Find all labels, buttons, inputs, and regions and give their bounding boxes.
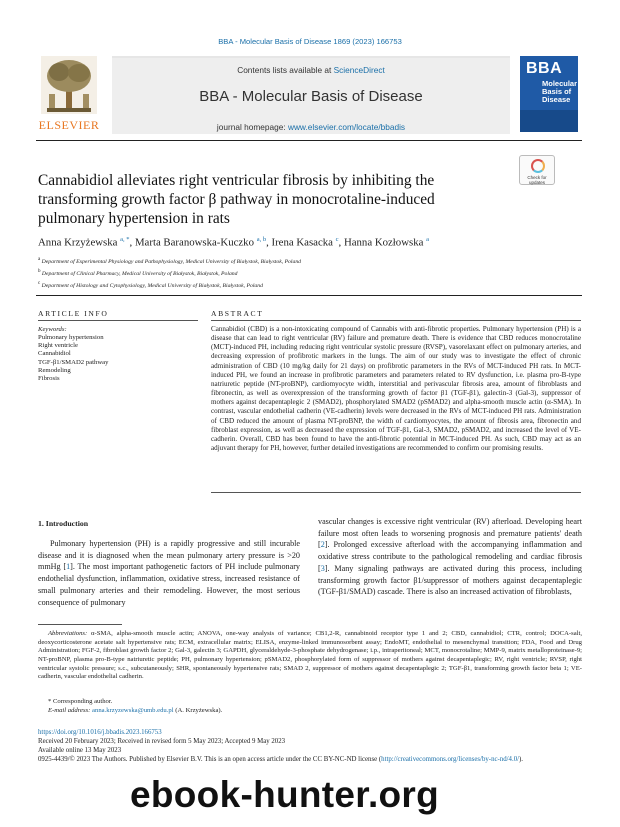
corresponding-author-note: * Corresponding author. <box>48 698 113 705</box>
journal-header-box <box>112 56 510 134</box>
check-updates-line-2: updates <box>528 180 545 185</box>
abbreviations-footnote <box>38 630 582 682</box>
homepage-line <box>112 122 510 132</box>
elsevier-logo[interactable] <box>36 56 102 134</box>
article-title: Cannabidiol alleviates right ventricular fibrosis by inhibiting the transforming growth factor β pathway in monocrotaline-induced pulmonary hypertension in rats <box>38 172 435 227</box>
journal-reference[interactable]: BBA - Molecular Basis of Disease 1869 (2023) 166753 <box>218 37 402 46</box>
abstract-header: ABSTRACT <box>211 309 264 318</box>
cover-subtitle-3: Disease <box>542 95 571 104</box>
affiliation-item <box>38 267 301 279</box>
contents-prefix: Contents lists available at <box>237 65 334 75</box>
header-rule <box>36 140 582 141</box>
watermark: ebook-hunter.org <box>130 774 440 815</box>
intro-text: ]. Prolonged excessive afterload with the accompanying inflammation and oxidative stress contribute to the pathological remodeling and cardiac fibrosis [ <box>318 540 582 573</box>
contents-line <box>112 65 510 75</box>
article-info-header: ARTICLE INFO <box>38 309 109 318</box>
author-affil-link[interactable]: a, * <box>120 236 130 243</box>
doi-link-line <box>38 728 582 737</box>
cover-subtitle <box>542 80 577 104</box>
affiliation-text: Department of Experimental Physiology and Pathophysiology, Medical University of Białystok, Białystok, Poland <box>41 258 302 265</box>
journal-homepage-link[interactable]: www.elsevier.com/locate/bbadis <box>287 122 406 132</box>
author-name: Marta Baranowska-Kuczko <box>134 236 254 249</box>
elsevier-tree-icon <box>41 56 97 114</box>
keywords-list <box>38 334 108 383</box>
cover-band <box>520 110 578 132</box>
keyword-item: Right ventricle <box>38 342 78 350</box>
abstract-header-rule <box>211 320 581 321</box>
email-label: E-mail address: <box>48 707 91 714</box>
author-affil-link[interactable]: a, b <box>256 236 267 243</box>
author-separator: , <box>266 236 272 249</box>
license-end: ). <box>519 756 524 763</box>
homepage-prefix: journal homepage: <box>216 122 288 132</box>
keywords-label: Keywords: <box>38 326 67 333</box>
abstract-text: Cannabidiol (CBD) is a non-intoxicating compound of Cannabis with anti-fibrotic properties. Pulmonary hypertension (PH) is a disease that can lead to right ventricular (RV) failure and premature death. There is evidence that CBD reduces monocrotaline (MCT)-induced PH, including reducing right ventricular systolic pressure (RVSP), vasorelaxant effect on pulmonary arteries, and decreasing expression of profibrotic markers in the lungs. The aim of our study was to investigate the effect of chronic administration of CBD (10 mg/kg daily for 21 days) on profibrotic parameters in the RVs of MCT-induced PH rats. In MCT-induced PH, we found an increase in profibrotic parameters and parameters related to RV dysfunction, i.e. plasma pro-B-type natriuretic peptide (NT-proBNP), cardiomyocyte width, interstitial and perivascular fibrosis area, amount of fibroblasts and fibronectin, as well as overexpression of the transforming growth of factor β1 (TGF-β1), galectin-3 (Gal-3), suppressor of mothers against decapentaplegic 2 (SMAD2), phosphorylated SMAD2 (pSMAD2) and alpha-smooth muscle actin (α-SMA). In contrast, vascular endothelial cadherin (VE-cadherin) levels were decreased in the RVs of MCT-induced PH rats. Administration of CBD reduced the amount of plasma NT-proBNP, the width of cardiomyocytes, the amount of fibrosis area, fibronectin and fibroblast expression, as well as decreased the expression of TGF-β1, Gal-3, SMAD2, pSMAD2, and increased the level of VE-cadherin. Overall, CBD has been found to have the anti-fibrotic potential in MCT-induced PH. As such, CBD may act as an adjuvant therapy for PH, however, further detailed investigations are recommended to confirm our promising results. <box>211 325 581 453</box>
author-name: Irena Kasacka <box>271 236 333 249</box>
cover-subtitle-1: Molecular <box>542 79 578 88</box>
license-text: 0925-4439/© 2023 The Authors. Published by Elsevier B.V. This is an open access article under the CC BY-NC-ND license ( <box>38 756 382 763</box>
cover-subtitle-2: Basis of <box>542 87 572 96</box>
available-online: Available online 13 May 2023 <box>38 747 122 754</box>
intro-text: ]. The most important pathogenetic factors of PH include pulmonary endothelial dysfunction, inflammation, oxidative stress, increased resistance of small pulmonary arteries and their remodeling. However, the most serious consequence of pulmonary <box>38 562 300 607</box>
intro-text: vascular changes is excessive right ventricular (RV) afterload. Developing heart failure most often leads to worsening prognosis and premature patients' death [ <box>318 517 582 550</box>
article-info-rule <box>38 320 198 321</box>
citation-link[interactable]: 3 <box>320 563 325 573</box>
author-separator: , <box>338 236 344 249</box>
intro-text: ]. Many signaling pathways are activated during this process, including transforming growth factor β1/suppressor of mothers against decapentaplegic (TGF-β1/SMAD) cascade. There is also an increased activation of fibroblasts, <box>318 563 582 597</box>
affiliation-marker: c <box>38 280 41 286</box>
email-link[interactable]: anna.krzyzewska@umb.edu.pl <box>92 707 174 714</box>
journal-cover[interactable] <box>520 56 578 132</box>
sciencedirect-link[interactable]: ScienceDirect <box>333 65 385 75</box>
intro-column-2 <box>318 516 582 598</box>
check-updates-icon <box>531 159 545 173</box>
citation-link[interactable]: 1 <box>66 562 71 572</box>
cover-title: BBA <box>526 60 563 77</box>
author-name: Anna Krzyżewska <box>38 236 118 249</box>
intro-text: Pulmonary hypertension (PH) is a rapidly progressive and still incurable disease and it is diagnosed when the mean pulmonary artery pressure is >20 mmHg [ <box>38 539 300 572</box>
affiliation-list <box>38 255 301 291</box>
received-dates: Received 20 February 2023; Received in revised form 5 May 2023; Accepted 9 May 2023 <box>38 738 286 745</box>
affiliation-marker: b <box>38 268 41 274</box>
email-footnote <box>48 707 592 716</box>
affiliation-rule <box>36 295 582 296</box>
author-list <box>38 236 429 249</box>
intro-column-1 <box>38 538 300 608</box>
author-affil-link[interactable]: a <box>426 236 429 243</box>
affiliation-text: Department of Clinical Pharmacy, Medical University of Białystok, Białystok, Poland <box>41 270 238 277</box>
publisher-name: ELSEVIER <box>38 118 100 132</box>
license-link[interactable]: http://creativecommons.org/licenses/by-nc-nd/4.0/ <box>381 756 520 763</box>
license-statement <box>38 755 582 764</box>
author-name: Hanna Kozłowska <box>343 236 424 249</box>
keyword-item: Pulmonary hypertension <box>38 334 104 341</box>
email-suffix: (A. Krzyżewska). <box>173 707 223 714</box>
introduction-heading: 1. Introduction <box>38 519 89 528</box>
affiliation-item <box>38 255 301 267</box>
keyword-item: TGF-β1/SMAD2 pathway <box>38 358 109 366</box>
keyword-item: Remodeling <box>38 366 71 374</box>
journal-title: BBA - Molecular Basis of Disease <box>199 88 423 105</box>
affiliation-marker: a <box>38 257 41 262</box>
keyword-item: Fibrosis <box>38 375 60 383</box>
citation-link[interactable]: 2 <box>320 540 325 550</box>
keyword-item: Cannabidiol <box>38 350 71 358</box>
affiliation-item <box>38 279 301 291</box>
abstract-bottom-rule <box>211 492 581 493</box>
check-for-updates-button[interactable] <box>519 155 555 185</box>
affiliation-text: Department of Histology and Cytophysiology, Medical University of Białystok, Białystok, Poland <box>41 282 263 289</box>
check-updates-line-1: Check for <box>527 175 547 180</box>
author-affil-link[interactable]: c <box>335 236 339 243</box>
check-updates-label <box>520 175 554 185</box>
doi-link[interactable]: https://doi.org/10.1016/j.bbadis.2023.166753 <box>38 729 162 736</box>
footnote-rule <box>38 624 122 625</box>
author-separator: , <box>129 236 135 249</box>
abbreviations-label: Abbreviations: <box>48 630 88 637</box>
abbreviations-text: α-SMA, alpha-smooth muscle actin; ANOVA, one-way analysis of variance; CB1,2-R, cannabinoid receptor type 1 and 2; CBD, cannabidiol; CTR, control; DOCA-salt, deoxycorticosterone acetate salt hypertensive rats; ECM, extracellular matrix; ELISA, enzyme-linked immunosorbent assay; EndoMT, endothelial to mesenchymal transition; FDA, Food and Drug Administration; FGF-2, fibroblast growth factor 2; Gal-3, galectin 3; GAPDH, glyceraldehyde-3-phosphate dehydrogenase; i.p., intraperitoneal; MCT, monocrotaline; MMP-9, matrix metalloproteinase-9; NT-proBNP, plasma pro-B-type natriuretic peptide; PH, pulmonary hypertension; pSMAD2, phosphorylated form of suppressor of mothers against decapentaplegic; RV, right ventricle; RVSP, right ventricular systolic pressure; s.c., subcutaneously; SHR, spontaneously hypertensive rats; SMAD 2, suppressor of mothers against decapentaplegic 2; TGF-β1, transforming growth factor beta 1; VE-cadherin, vascular endothelial cadherin. <box>38 630 582 681</box>
